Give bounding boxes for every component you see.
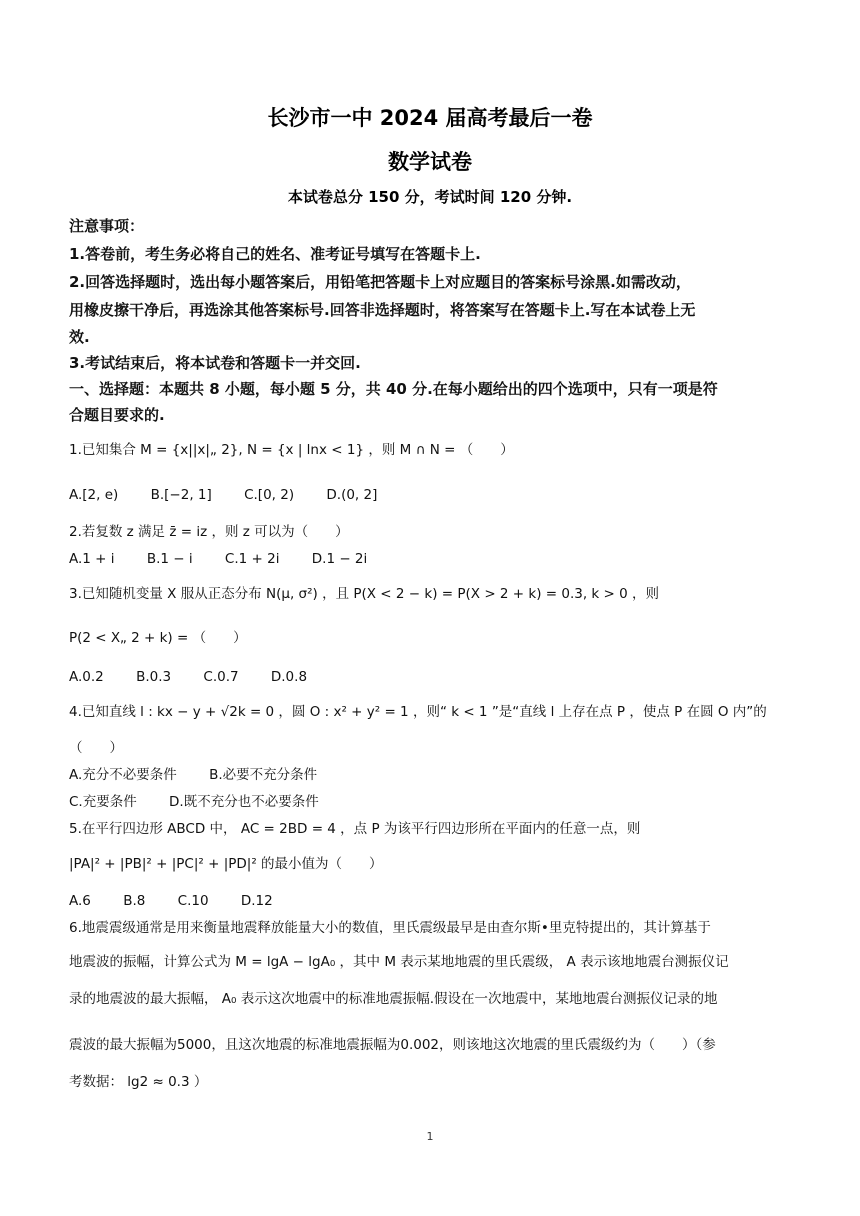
question-3-option-c: C.0.7: [203, 669, 239, 685]
question-1-option-b: B.[−2, 1]: [150, 487, 212, 503]
question-2-option-c: C.1 + 2i: [224, 551, 280, 567]
question-4-option-a: A.充分不必要条件: [69, 767, 177, 783]
question-5-option-c: C.10: [177, 893, 209, 909]
question-6-line-2: 地震波的振幅，计算公式为 M = lgA − lgA₀ ，其中 M 表示某地地震的里氏震级， A 表示该地地震台测振仪记: [69, 954, 729, 970]
question-4-stem-continued: （ ）: [69, 740, 123, 756]
question-2-options: [69, 549, 799, 569]
question-6-line-3: 录的地震波的最大振幅， A₀ 表示这次地震中的标准地震振幅.假设在一次地震中，某地地震台测振仪记录的地: [69, 991, 718, 1007]
question-3-option-a: A.0.2: [69, 669, 104, 685]
question-2-option-d: D.1 − 2i: [311, 551, 368, 567]
question-4-option-d: D.既不充分也不必要条件: [169, 794, 319, 810]
question-3-option-d: D.0.8: [270, 669, 308, 685]
question-5-option-a: A.6: [69, 893, 91, 909]
question-3-option-b: B.0.3: [136, 669, 172, 685]
question-4-stem: 4.已知直线 l : kx − y + √2k = 0 ，圆 O : x² + y² = 1 ，则“ k < 1 ”是“直线 l 上存在点 P ，使点 P 在圆 O 内”的: [69, 704, 767, 720]
section-heading-line-2: 合题目要求的.: [69, 406, 165, 424]
question-4-options-row-2: [69, 792, 799, 812]
section-heading-line-1: 一、选择题：本题共 8 小题，每小题 5 分，共 40 分.在每小题给出的四个选项中，只有一项是符: [69, 380, 718, 398]
question-3-options: [69, 667, 799, 687]
question-6-line-4: 震波的最大振幅为5000，且这次地震的标准地震振幅为0.002，则该地这次地震的里氏震级约为（ ）（参: [69, 1037, 716, 1053]
question-4-option-c: C.充要条件: [69, 794, 137, 810]
exam-info: 本试卷总分 150 分，考试时间 120 分钟.: [287, 188, 573, 206]
question-5-stem: 5.在平行四边形 ABCD 中， AC = 2BD = 4 ，点 P 为该平行四边形所在平面内的任意一点，则: [69, 821, 641, 837]
exam-title: 长沙市一中 2024 届高考最后一卷: [267, 106, 593, 130]
note-2-line-1: 2.回答选择题时，选出每小题答案后，用铅笔把答题卡上对应题目的答案标号涂黑.如需改动，: [69, 273, 691, 291]
question-1-option-d: D.(0, 2]: [326, 487, 378, 503]
note-1: 1.答卷前，考生务必将自己的姓名、准考证号填写在答题卡上.: [69, 245, 481, 263]
question-3-stem: 3.已知随机变量 X 服从正态分布 N(μ, σ²) ，且 P(X < 2 − k) = P(X > 2 + k) = 0.3, k > 0 ，则: [69, 586, 660, 602]
page-number: 1: [426, 1130, 434, 1143]
question-1-option-c: C.[0, 2): [244, 487, 295, 503]
question-2-stem: 2.若复数 z 满足 z̄ = iz ，则 z 可以为（ ）: [69, 524, 349, 540]
note-3: 3.考试结束后，将本试卷和答题卡一并交回.: [69, 354, 361, 372]
question-5-stem-continued: |PA|² + |PB|² + |PC|² + |PD|² 的最小值为（ ）: [69, 856, 383, 872]
question-1-stem: 1.已知集合 M = {x||x|„ 2}, N = {x | lnx < 1} ，则 M ∩ N = （ ）: [69, 442, 514, 458]
question-4-option-b: B.必要不充分条件: [209, 767, 318, 783]
question-5-option-d: D.12: [240, 893, 273, 909]
question-3-stem-continued: P(2 < X„ 2 + k) = （ ）: [69, 630, 247, 646]
question-2-option-a: A.1 + i: [69, 551, 115, 567]
question-1-option-a: A.[2, e): [69, 487, 119, 503]
note-2-line-3: 效.: [69, 328, 90, 346]
question-5-options: [69, 891, 799, 911]
notes-heading: 注意事项：: [69, 217, 145, 235]
note-2-line-2: 用橡皮擦干净后，再选涂其他答案标号.回答非选择题时，将答案写在答题卡上.写在本试卷上无: [69, 301, 696, 319]
question-4-options-row-1: [69, 765, 799, 785]
question-2-option-b: B.1 − i: [146, 551, 193, 567]
question-6-line-5: 考数据： lg2 ≈ 0.3 ）: [69, 1074, 208, 1090]
question-6-line-1: 6.地震震级通常是用来衡量地震释放能量大小的数值，里氏震级最早是由查尔斯•里克特提出的，其计算基于: [69, 920, 711, 936]
subject-title: 数学试卷: [388, 150, 472, 174]
question-5-option-b: B.8: [123, 893, 146, 909]
question-1-options: [69, 485, 799, 505]
